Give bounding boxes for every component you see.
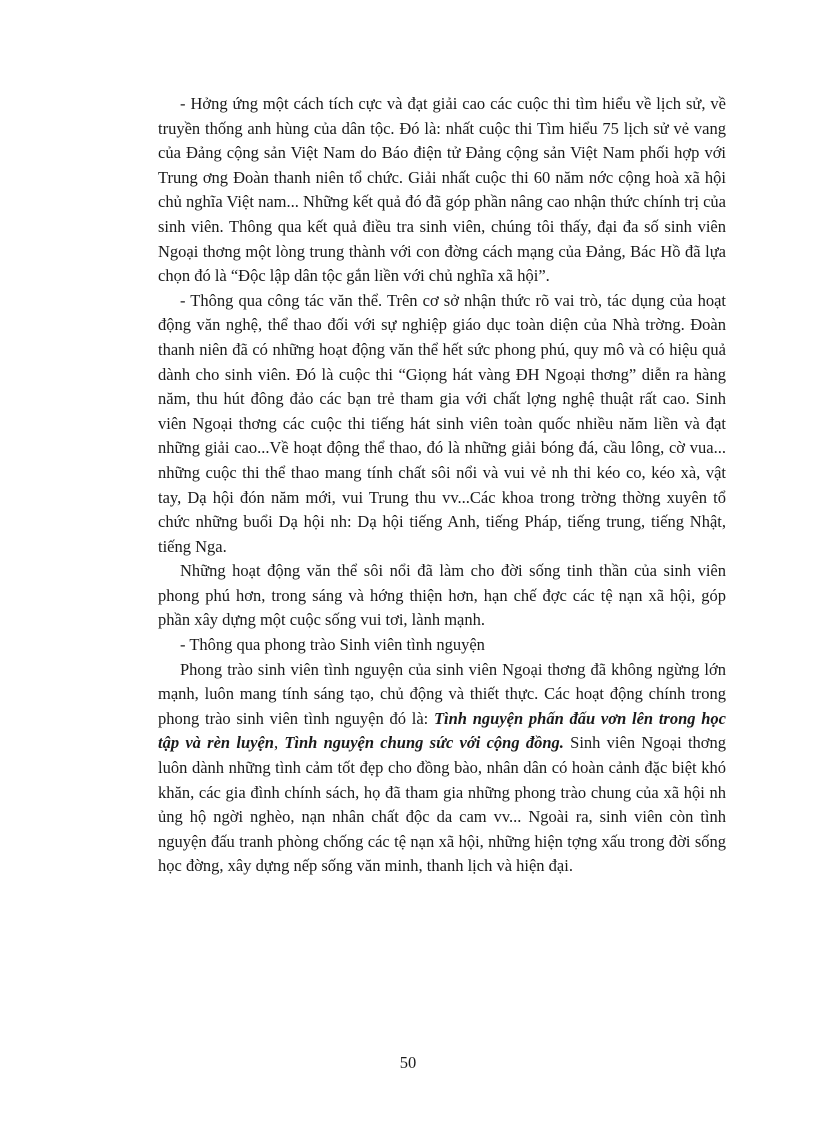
paragraph-volunteer-movement <box>158 658 726 879</box>
volunteer-separator: , <box>273 733 285 753</box>
volunteer-emphasis-study: Tình nguyện phấn đấu vơn lên trong học tập và rèn luyện <box>158 708 726 753</box>
page-number: 50 <box>399 1053 417 1072</box>
paragraph-culture-sports: - Thông qua công tác văn thể. Trên cơ sở nhận thức rõ vai trò, tác dụng của hoạt động văn nghệ, thể thao đối với sự nghiệp giáo dục toàn diện của Nhà trờng. Đoàn thanh niên đã có những hoạt động văn thể hết sức phong phú, quy mô và có hiệu quả dành cho sinh viên. Đó là cuộc thi “Giọng hát vàng ĐH Ngoại thơng” diễn ra hàng năm, thu hút đông đảo các bạn trẻ tham gia với chất lợng nghệ thuật rất cao. Sinh viên Ngoại thơng các cuộc thi tiếng hát sinh viên toàn quốc nhiều năm liền và đạt những giải cao...Về hoạt động thể thao, đó là những giải bóng đá, cầu lông, cờ vua... những cuộc thi thể thao mang tính chất sôi nổi và vui vẻ nh thi kéo co, kéo xà, vật tay, Dạ hội đón năm mới, vui Trung thu vv...Các khoa trong trờng thờng xuyên tổ chức những buổi Dạ hội nh: Dạ hội tiếng Anh, tiếng Pháp, tiếng trung, tiếng Nhật, tiếng Nga. <box>158 290 726 556</box>
paragraph-volunteer-heading: - Thông qua phong trào Sinh viên tình nguyện <box>180 635 485 655</box>
paragraph-culture-effects: Những hoạt động văn thể sôi nổi đã làm cho đời sống tinh thần của sinh viên phong phú hơn, trong sáng và hớng thiện hơn, hạn chế đợc các tệ nạn xã hội, góp phần xây dựng một cuộc sống vui tơi, lành mạnh. <box>158 561 726 630</box>
volunteer-text-intro: Phong trào sinh viên tình nguyện của sinh viên Ngoại thơng đã không ngừng lớn mạnh, luôn mang tính sáng tạo, chủ động và thiết thực. Các hoạt động chính trong phong trào sinh viên tình nguyện đó là: <box>158 659 726 728</box>
volunteer-emphasis-community: Tình nguyện chung sức với cộng đồng. <box>284 733 564 753</box>
volunteer-text-rest: Sinh viên Ngoại thơng luôn dành những tình cảm tốt đẹp cho đồng bào, nhân dân có hoàn cảnh đặc biệt khó khăn, các gia đình chính sách, họ đã tham gia những phong trào chung của xã hội nh ủng hộ ngời nghèo, nạn nhân chất độc da cam vv... Ngoài ra, sinh viên còn tình nguyện đấu tranh phòng chống các tệ nạn xã hội, những hiện tợng xấu trong đời sống học đờng, xây dựng nếp sống văn minh, thanh lịch và hiện đại. <box>158 733 726 876</box>
page-body <box>158 92 726 879</box>
paragraph-history-contests: - Hởng ứng một cách tích cực và đạt giải cao các cuộc thi tìm hiểu về lịch sử, về truyền thống anh hùng của dân tộc. Đó là: nhất cuộc thi Tìm hiểu 75 lịch sử vẻ vang của Đảng cộng sản Việt Nam do Báo điện tử Đảng cộng sản Việt Nam phối hợp với Trung ơng Đoàn thanh niên tổ chức. Giải nhất cuộc thi 60 năm nớc cộng hoà xã hội chủ nghĩa Việt nam... Những kết quả đó đã góp phần nâng cao nhận thức chính trị của sinh viên. Thông qua kết quả điều tra sinh viên, chúng tôi thấy, đại đa số sinh viên Ngoại thơng một lòng trung thành với con đờng cách mạng của Đảng, Bác Hồ đã lựa chọn đó là “Độc lập dân tộc gắn liền với chủ nghĩa xã hội”. <box>158 94 726 286</box>
